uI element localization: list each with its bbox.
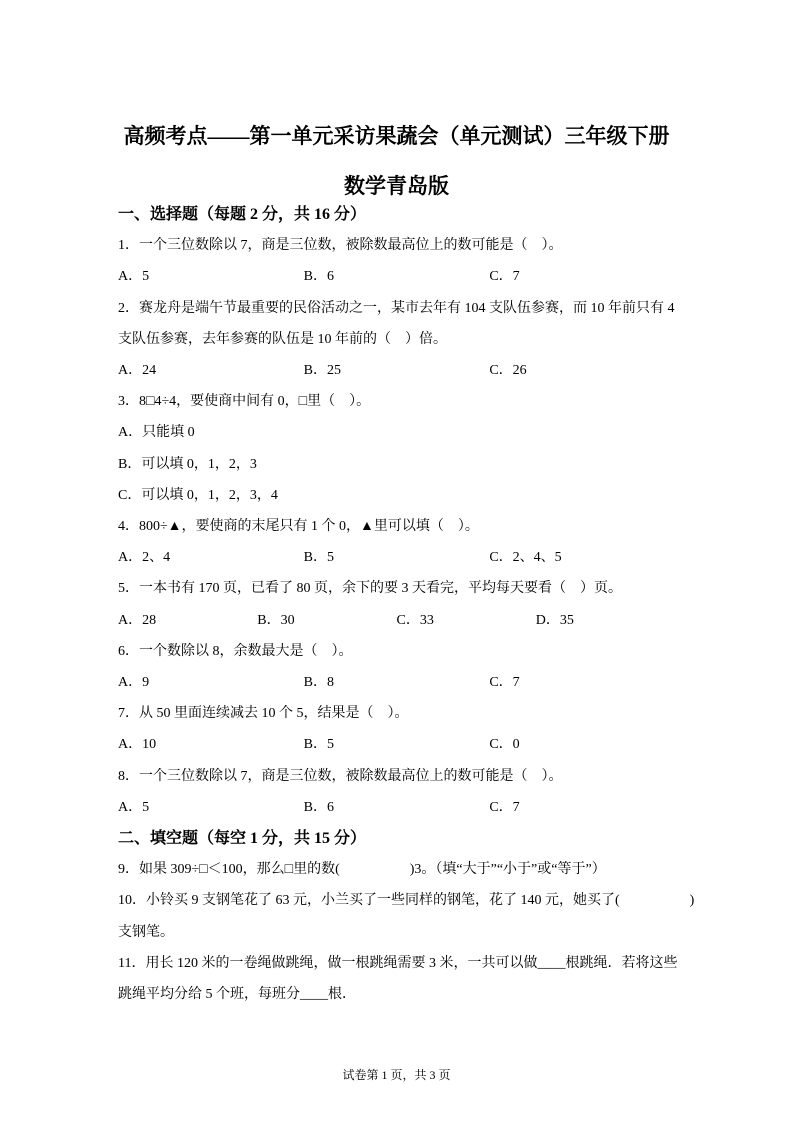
q8-option-b: B．6 xyxy=(303,799,334,815)
q8-option-a: A．5 xyxy=(118,799,150,815)
q7-option-c: C．0 xyxy=(489,737,520,753)
question-4-text: 4．800÷▲，要使商的末尾只有 1 个 0，▲里可以填（ ）。 xyxy=(118,519,479,535)
question-6-options xyxy=(118,667,675,698)
q6-option-b: B．8 xyxy=(303,675,334,691)
q5-option-d: D．35 xyxy=(535,612,574,628)
question-1-text: 1．一个三位数除以 7，商是三位数，被除数最高位上的数可能是（ ）。 xyxy=(118,238,563,254)
question-10-text-line2: 支钢笔。 xyxy=(118,924,174,940)
q2-option-b: B．25 xyxy=(303,363,341,379)
q1-option-b: B．6 xyxy=(303,269,334,285)
question-10-text-line1: 10．小铃买 9 支钢笔花了 63 元，小兰买了一些同样的钢笔，花了 140 元，她买了( ) xyxy=(118,893,695,909)
question-11-text-line2: 跳绳平均分给 5 个班，每班分____根． xyxy=(118,987,356,1003)
section1-heading: 一、选择题（每题 2 分，共 16 分） xyxy=(118,206,367,223)
question-8-options xyxy=(118,792,675,823)
question-2-options xyxy=(118,355,675,386)
q3-option-b: B．可以填 0，1，2，3 xyxy=(118,456,257,472)
section2-heading: 二、填空题（每空 1 分，共 15 分） xyxy=(118,830,367,848)
q8-option-c: C．7 xyxy=(489,799,520,815)
question-6-text: 6．一个数除以 8，余数最大是（ ）。 xyxy=(118,643,353,659)
q4-option-a: A．2、4 xyxy=(118,550,171,566)
question-9-text: 9．如果 309÷□＜100，那么□里的数( )3。（填“大于”“小于”或“等于”） xyxy=(118,862,606,878)
q5-option-c: C．33 xyxy=(396,612,434,628)
title-line-1: 高频考点——第一单元采访果蔬会（单元测试）三年级下册 xyxy=(123,124,670,148)
q3-option-a: A．只能填 0 xyxy=(118,425,195,441)
page-footer: 试卷第 1 页，共 3 页 xyxy=(342,1068,451,1082)
question-8-text: 8．一个三位数除以 7，商是三位数，被除数最高位上的数可能是（ ）。 xyxy=(118,768,563,784)
exam-body xyxy=(118,199,695,1010)
q6-option-c: C．7 xyxy=(489,675,520,691)
document-title xyxy=(0,0,793,211)
question-3-text: 3．8□4÷4，要使商中间有 0，□里（ ）。 xyxy=(118,394,371,410)
question-7-text: 7．从 50 里面连续减去 10 个 5，结果是（ ）。 xyxy=(118,706,409,722)
q5-option-b: B．30 xyxy=(257,612,295,628)
title-line-2: 数学青岛版 xyxy=(344,174,449,198)
q1-option-c: C．7 xyxy=(489,269,520,285)
q1-option-a: A．5 xyxy=(118,269,150,285)
q5-option-a: A．28 xyxy=(118,612,157,628)
question-2-text-line2: 支队伍参赛，去年参赛的队伍是 10 年前的（ ）倍。 xyxy=(118,331,447,347)
question-11-text-line1: 11．用长 120 米的一卷绳做跳绳，做一根跳绳需要 3 米，一共可以做____根跳绳．若将这些 xyxy=(118,955,678,971)
q6-option-a: A．9 xyxy=(118,675,150,691)
question-2-text-line1: 2．赛龙舟是端午节最重要的民俗活动之一，某市去年有 104 支队伍参赛，而 10 年前只有 4 xyxy=(118,300,675,316)
question-5-text: 5．一本书有 170 页，已看了 80 页，余下的要 3 天看完，平均每天要看（ ）页。 xyxy=(118,581,622,597)
q7-option-a: A．10 xyxy=(118,737,157,753)
q4-option-b: B．5 xyxy=(303,550,334,566)
question-4-options xyxy=(118,542,675,573)
question-1-options xyxy=(118,261,675,292)
q4-option-c: C．2、4、5 xyxy=(489,550,562,566)
q7-option-b: B．5 xyxy=(303,737,334,753)
q2-option-a: A．24 xyxy=(118,363,157,379)
q2-option-c: C．26 xyxy=(489,363,527,379)
question-7-options xyxy=(118,729,675,760)
question-5-options xyxy=(118,605,675,636)
q3-option-c: C．可以填 0，1，2，3，4 xyxy=(118,487,278,503)
